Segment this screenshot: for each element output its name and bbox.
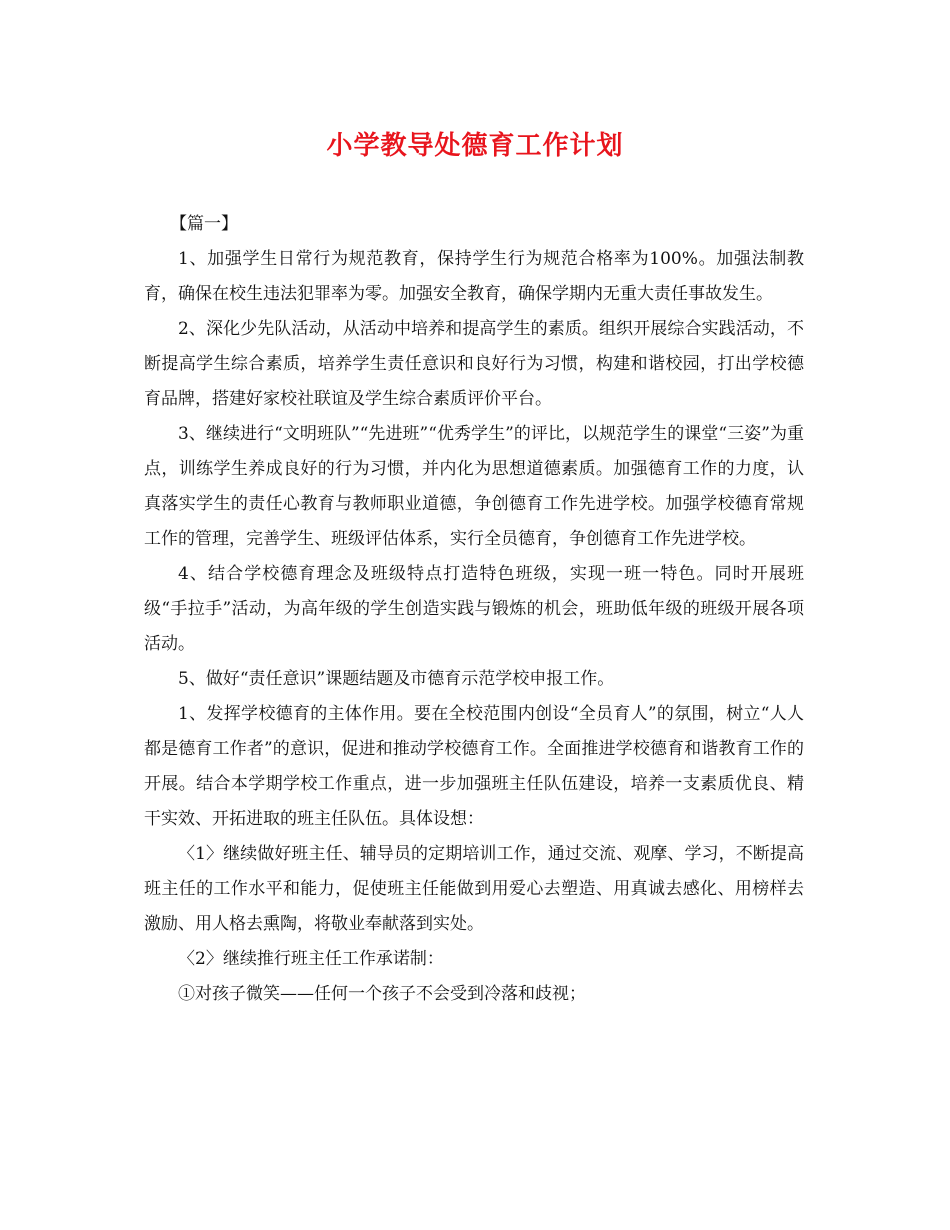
paragraph-4: 4、结合学校德育理念及班级特点打造特色班级，实现一班一特色。同时开展班级“手拉手”活动，为高年级的学生创造实践与锻炼的机会，班助低年级的班级开展各项活动。 — [144, 564, 804, 654]
document-body — [144, 207, 804, 1012]
paragraph-8: 〈2〉继续推行班主任工作承诺制： — [178, 949, 444, 969]
paragraph-2: 2、深化少先队活动，从活动中培养和提高学生的素质。组织开展综合实践活动，不断提高学生综合素质，培养学生责任意识和良好行为习惯，构建和谐校园，打出学校德育品牌，搭建好家校社联谊及学生综合素质评价平台。 — [144, 319, 804, 409]
paragraph-7: 〈1〉继续做好班主任、辅导员的定期培训工作，通过交流、观摩、学习，不断提高班主任的工作水平和能力，促使班主任能做到用爱心去塑造、用真诚去感化、用榜样去激励、用人格去熏陶，将敬业奉献落到实处。 — [144, 844, 804, 934]
paragraph-3: 3、继续进行“文明班队”“先进班”“优秀学生”的评比，以规范学生的课堂“三姿”为重点，训练学生养成良好的行为习惯，并内化为思想道德素质。加强德育工作的力度，认真落实学生的责任心教育与教师职业道德，争创德育工作先进学校。加强学校德育常规工作的管理，完善学生、班级评估体系，实行全员德育，争创德育工作先进学校。 — [144, 424, 804, 549]
paragraph-6: 1、发挥学校德育的主体作用。要在全校范围内创设“全员育人”的氛围，树立“人人都是德育工作者”的意识，促进和推动学校德育工作。全面推进学校德育和谐教育工作的开展。结合本学期学校工作重点，进一步加强班主任队伍建设，培养一支素质优良、精干实效、开拓进取的班主任队伍。具体设想： — [144, 704, 804, 829]
paragraph-9: ①对孩子微笑——任何一个孩子不会受到冷落和歧视； — [178, 984, 586, 1004]
section-label: 【篇一】 — [170, 214, 238, 234]
document-title: 小学教导处德育工作计划 — [326, 131, 624, 161]
paragraph-1: 1、加强学生日常行为规范教育，保持学生行为规范合格率为100%。加强法制教育，确保在校生违法犯罪率为零。加强安全教育，确保学期内无重大责任事故发生。 — [144, 249, 804, 304]
paragraph-5: 5、做好“责任意识”课题结题及市德育示范学校申报工作。 — [178, 669, 615, 689]
